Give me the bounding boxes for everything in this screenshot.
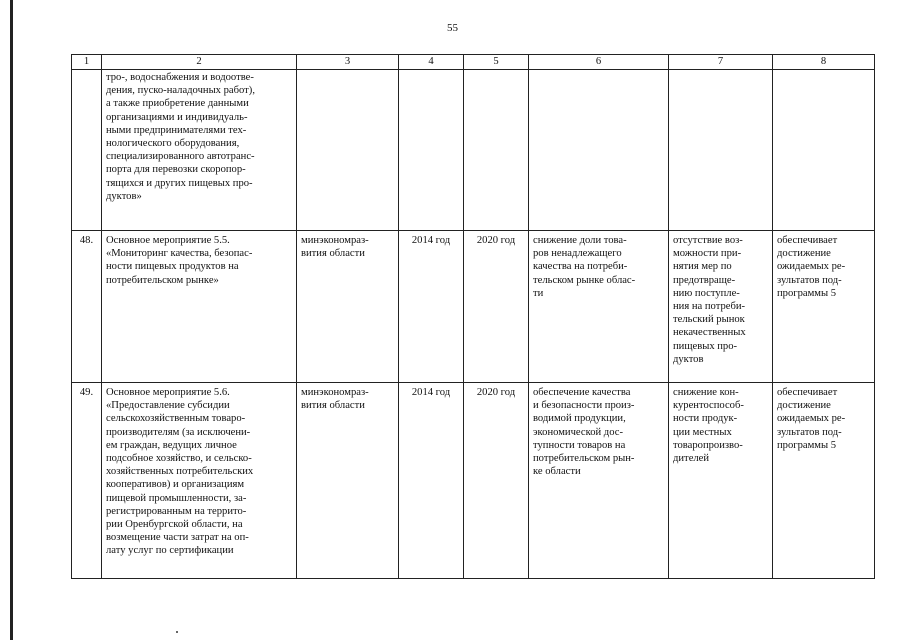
page-number: 55 <box>447 22 458 34</box>
column-header: 3 <box>297 55 399 70</box>
row-number-cell <box>72 70 102 231</box>
column-header: 6 <box>529 55 669 70</box>
executor-cell: минэкономраз- вития области <box>297 383 399 579</box>
row-number-cell: 49. <box>72 383 102 579</box>
start-cell: 2014 год <box>399 231 464 383</box>
table-row <box>72 383 875 579</box>
description-cell: Основное мероприятие 5.5. «Мониторинг качества, безопас- ности пищевых продуктов на потребительском рынке» <box>102 231 297 383</box>
executor-cell: минэкономраз- вития области <box>297 231 399 383</box>
scan-speck <box>176 631 178 633</box>
column-header: 4 <box>399 55 464 70</box>
description-cell: тро-, водоснабжения и водоотве- дения, пуско-наладочных работ), а также приобретение данными организациями и индивидуаль- ными предпринимателями тех- нологического оборудования, специализированного автотранс- порта для перевозки скоропор- тящихся и других пищевых про- дуктов» <box>102 70 297 231</box>
column-header: 7 <box>669 55 773 70</box>
executor-cell <box>297 70 399 231</box>
table-row <box>72 231 875 383</box>
relation-cell <box>773 70 875 231</box>
table-row <box>72 70 875 231</box>
column-header: 1 <box>72 55 102 70</box>
relation-cell: обеспечивает достижение ожидаемых ре- зультатов под- программы 5 <box>773 383 875 579</box>
consequences-cell: снижение кон- курентоспособ- ности продук- ции местных товаропроизво- дителей <box>669 383 773 579</box>
result-cell <box>529 70 669 231</box>
column-header: 2 <box>102 55 297 70</box>
relation-cell: обеспечивает достижение ожидаемых ре- зультатов под- программы 5 <box>773 231 875 383</box>
end-cell: 2020 год <box>464 383 529 579</box>
consequences-cell <box>669 70 773 231</box>
end-cell: 2020 год <box>464 231 529 383</box>
column-header: 5 <box>464 55 529 70</box>
start-cell <box>399 70 464 231</box>
end-cell <box>464 70 529 231</box>
result-cell: снижение доли това- ров ненадлежащего качества на потреби- тельском рынке облас- ти <box>529 231 669 383</box>
scan-edge-line <box>10 0 13 640</box>
start-cell: 2014 год <box>399 383 464 579</box>
program-table <box>71 54 875 579</box>
consequences-cell: отсутствие воз- можности при- нятия мер по предотвраще- нию поступле- ния на потреби- тельский рынок некачественных пищевых про- дуктов <box>669 231 773 383</box>
table-header-row <box>72 55 875 70</box>
description-cell: Основное мероприятие 5.6. «Предоставление субсидии сельскохозяйственным товаро- производителям (за исключени- ем граждан, ведущих личное подсобное хозяйство, и сельско- хозяйственных потребительских кооперативов) и организациям пищевой промышленности, за- регистрированным на террито- рии Оренбургской области, на возмещение части затрат на оп- лату услуг по сертификации <box>102 383 297 579</box>
column-header: 8 <box>773 55 875 70</box>
result-cell: обеспечение качества и безопасности произ- водимой продукции, экономической дос- тупности товаров на потребительском рын- ке области <box>529 383 669 579</box>
row-number-cell: 48. <box>72 231 102 383</box>
